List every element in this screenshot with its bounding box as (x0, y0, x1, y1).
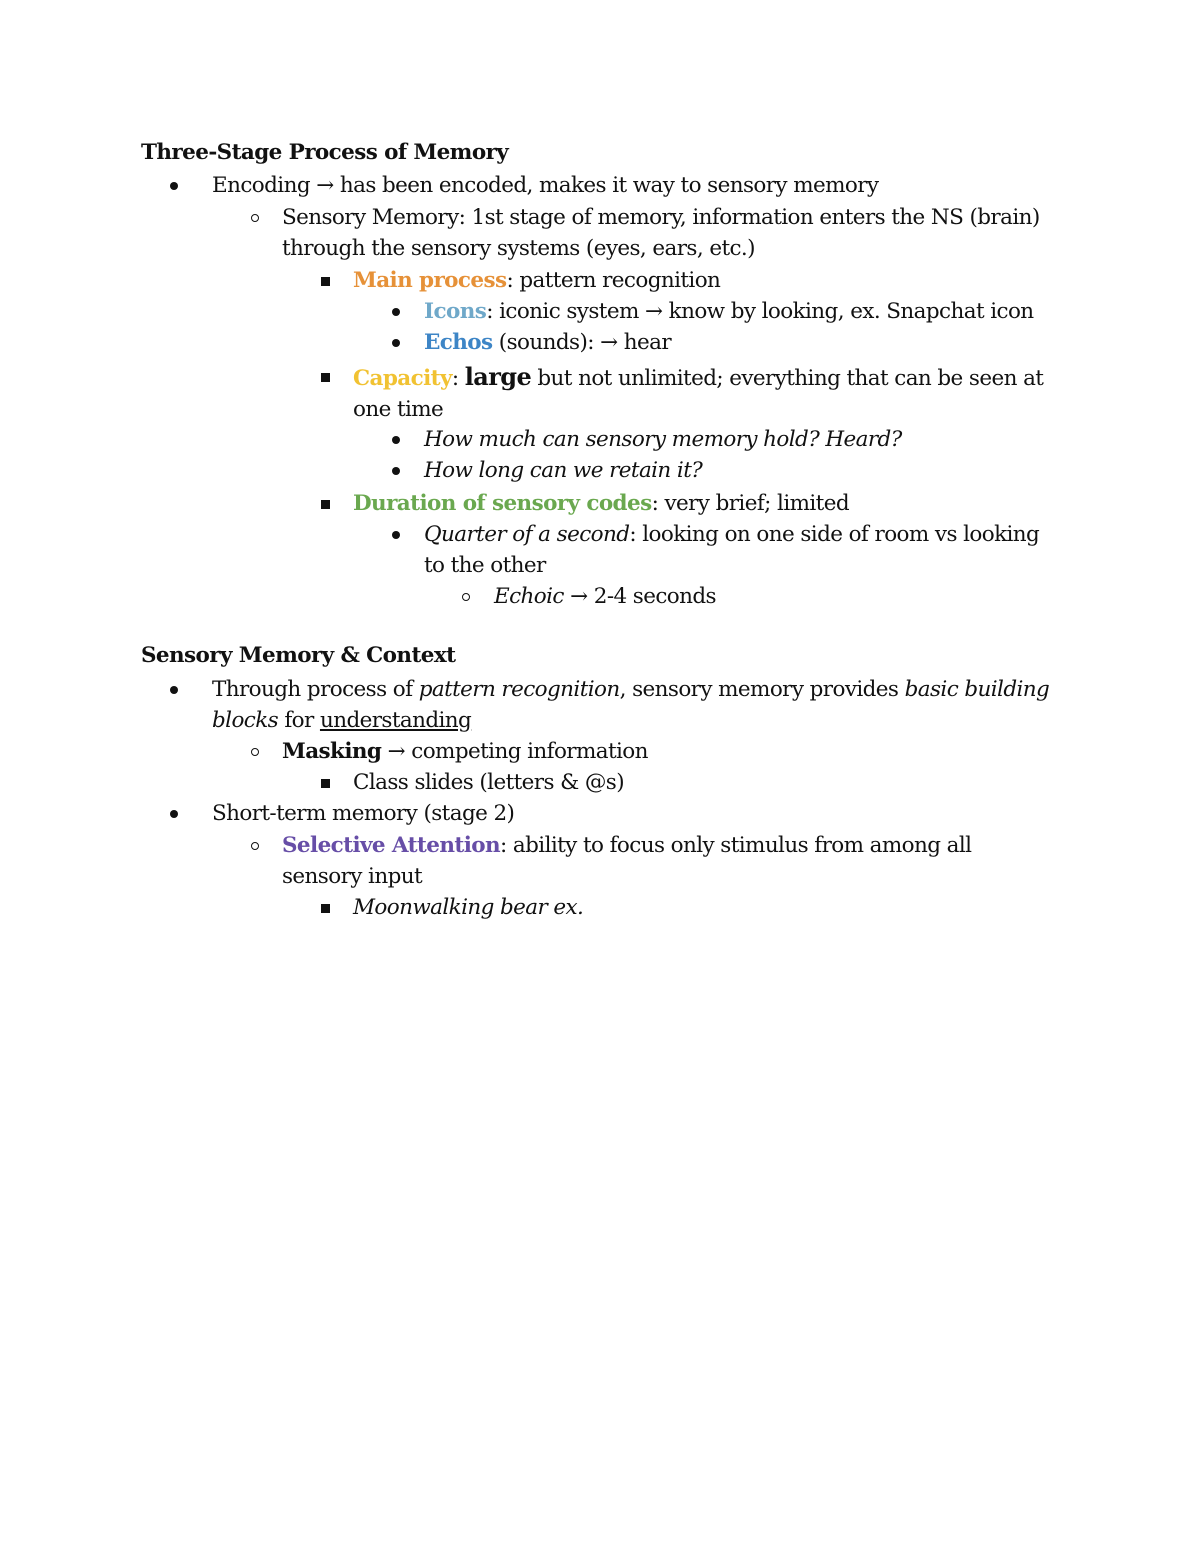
list-item-echos: Echos (sounds): → hear (424, 330, 672, 355)
list-item-main-process: Main process: pattern recognition (353, 268, 721, 293)
bullet-dot (384, 455, 408, 486)
section-heading-sensory-context: Sensory Memory & Context (141, 643, 456, 668)
bullet-dot (162, 674, 186, 705)
bullet-dot (384, 519, 408, 550)
bullet-dot (384, 327, 408, 358)
bullet-square (313, 265, 337, 296)
bullet-dot (162, 798, 186, 829)
bullet-dot (162, 170, 186, 201)
bullet-dot (384, 296, 408, 327)
bullet-square (313, 361, 337, 392)
list-item-question-retain: How long can we retain it? (424, 458, 703, 483)
list-item-short-term-memory: Short-term memory (stage 2) (212, 801, 515, 826)
list-item-quarter-second: Quarter of a second: looking on one side of room vs looking to the other (424, 522, 1040, 578)
list-item-echoic: Echoic → 2-4 seconds (494, 584, 716, 609)
bullet-square (313, 892, 337, 923)
list-item-through-process: Through process of pattern recognition, sensory memory provides basic building blocks for understanding (212, 677, 1050, 733)
bullet-square (313, 488, 337, 519)
list-item-masking: Masking → competing information (282, 739, 648, 764)
bullet-circle (243, 736, 267, 767)
list-item-sensory-memory: Sensory Memory: 1st stage of memory, information enters the NS (brain) through the sensory systems (eyes, ears, etc.) (282, 205, 1040, 261)
bullet-circle (243, 830, 267, 861)
section-heading-three-stage: Three-Stage Process of Memory (141, 140, 509, 165)
list-item-duration: Duration of sensory codes: very brief; limited (353, 491, 850, 516)
list-item-moonwalking: Moonwalking bear ex. (353, 895, 584, 920)
list-item-selective-attention: Selective Attention: ability to focus only stimulus from among all sensory input (282, 833, 972, 889)
list-item-class-slides: Class slides (letters & @s) (353, 770, 625, 795)
bullet-square (313, 767, 337, 798)
bullet-dot (384, 424, 408, 455)
list-item-encoding: Encoding → has been encoded, makes it way to sensory memory (212, 173, 879, 198)
list-item-capacity: Capacity: large but not unlimited; everything that can be seen at one time (353, 362, 1044, 422)
bullet-circle (454, 581, 478, 612)
bullet-circle (243, 202, 267, 233)
list-item-question-hold: How much can sensory memory hold? Heard? (424, 427, 902, 452)
list-item-icons: Icons: iconic system → know by looking, ex. Snapchat icon (424, 299, 1034, 324)
